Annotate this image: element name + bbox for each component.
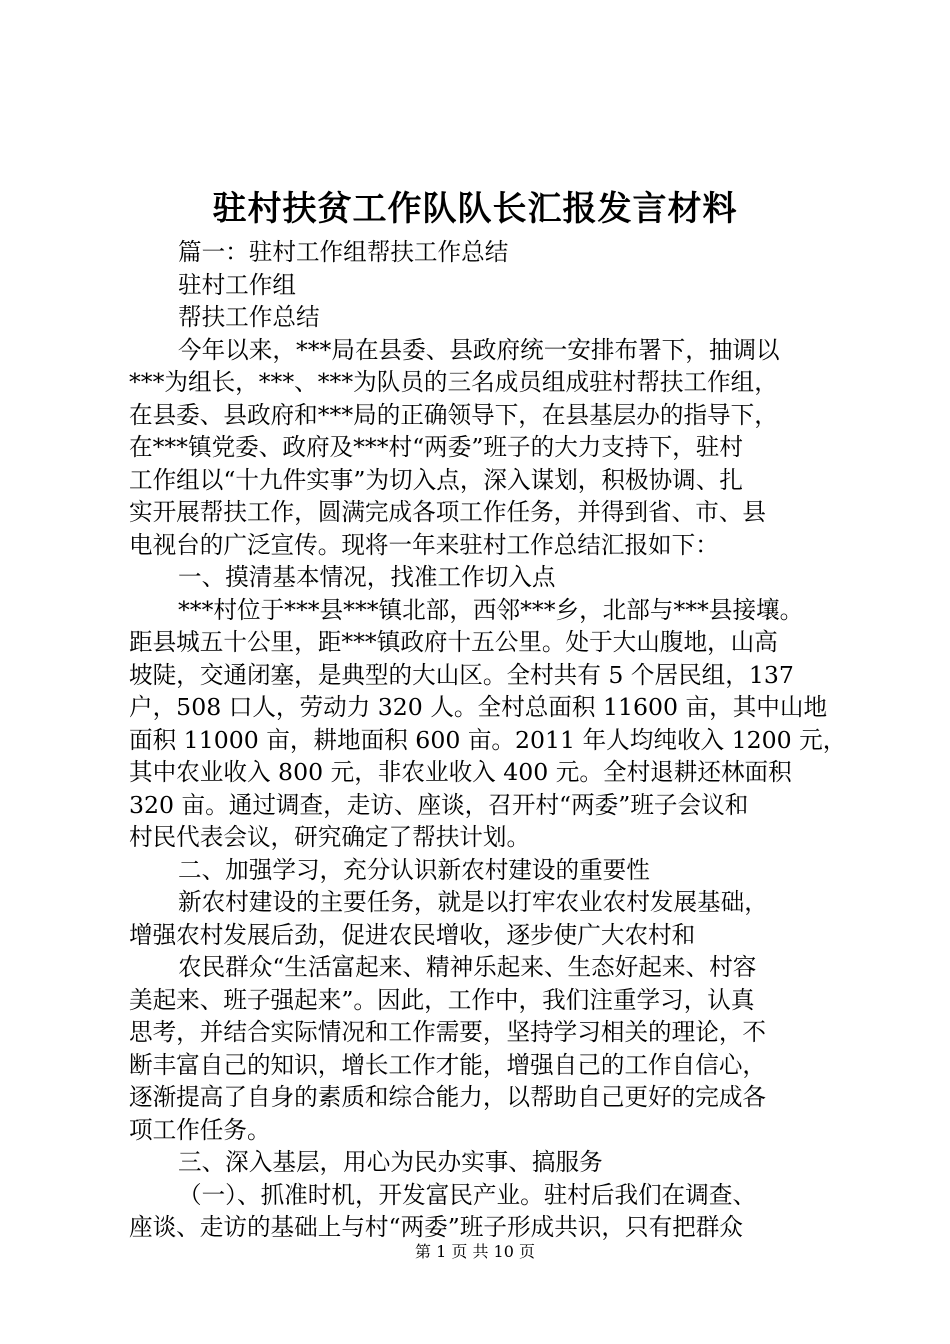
body-line: 面积 11000 亩，耕地面积 600 亩。2011 年人均纯收入 1200 元， — [129, 725, 847, 754]
body-line: 项工作任务。 — [129, 1115, 271, 1144]
document-body — [129, 236, 847, 1244]
body-line: 坡陡，交通闭塞，是典型的大山区。全村共有 5 个居民组，137 — [129, 660, 794, 689]
body-line: ***为组长，***、***为队员的三名成员组成驻村帮扶工作组， — [129, 368, 778, 396]
page-footer: 第 1 页 共 10 页 — [415, 1242, 535, 1261]
body-line: 帮扶工作总结 — [178, 303, 320, 331]
body-line: 电视台的广泛宣传。现将一年来驻村工作总结汇报如下： — [129, 530, 719, 559]
document-title: 驻村扶贫工作队队长汇报发言材料 — [212, 189, 738, 229]
body-line: 其中农业收入 800 元，非农业收入 400 元。全村退耕还林面积 — [129, 758, 792, 786]
body-line: 新农村建设的主要任务，就是以打牢农业农村发展基础， — [178, 888, 768, 916]
body-line: 逐渐提高了自身的素质和综合能力，以帮助自己更好的完成各 — [129, 1083, 767, 1111]
body-line: 篇一：驻村工作组帮扶工作总结 — [178, 238, 509, 266]
body-line: ***村位于***县***镇北部，西邻***乡，北部与***县接壤。 — [178, 595, 804, 624]
body-line: 实开展帮扶工作，圆满完成各项工作任务，并得到省、市、县 — [129, 498, 767, 526]
body-line: 座谈、走访的基础上与村“两委”班子形成共识，只有把群众 — [129, 1213, 743, 1241]
body-line: 美起来、班子强起来”。因此，工作中，我们注重学习，认真 — [129, 985, 755, 1014]
body-line: 断丰富自己的知识，增长工作才能，增强自己的工作自信心， — [129, 1050, 767, 1079]
section-heading: 三、深入基层，用心为民办实事、搞服务 — [178, 1148, 603, 1176]
body-line: 驻村工作组 — [178, 270, 296, 299]
body-line: 工作组以“十九件实事”为切入点，深入谋划，积极协调、扎 — [129, 465, 743, 494]
body-line: 村民代表会议，研究确定了帮扶计划。 — [129, 823, 531, 851]
body-line: （一）、抓准时机，开发富民产业。驻村后我们在调查、 — [178, 1180, 757, 1209]
body-line: 320 亩。通过调查，走访、座谈，召开村“两委”班子会议和 — [129, 790, 749, 819]
section-heading: 一、摸清基本情况，找准工作切入点 — [178, 563, 556, 591]
body-line: 思考，并结合实际情况和工作需要，坚持学习相关的理论，不 — [129, 1018, 767, 1046]
body-line: 增强农村发展后劲，促进农民增收，逐步使广大农村和 — [129, 920, 696, 949]
body-line: 在***镇党委、政府及***村“两委”班子的大力支持下，驻村 — [129, 433, 743, 461]
section-heading: 二、加强学习，充分认识新农村建设的重要性 — [178, 855, 650, 884]
body-line: 农民群众“生活富起来、精神乐起来、生态好起来、村容 — [178, 953, 757, 981]
body-line: 在县委、县政府和***局的正确领导下，在县基层办的指导下， — [129, 400, 778, 429]
body-line: 距县城五十公里，距***镇政府十五公里。处于大山腹地，山高 — [129, 628, 778, 656]
body-line: 户，508 口人，劳动力 320 人。全村总面积 11600 亩，其中山地 — [129, 693, 828, 721]
body-line: 今年以来，***局在县委、县政府统一安排布署下，抽调以 — [178, 335, 780, 364]
